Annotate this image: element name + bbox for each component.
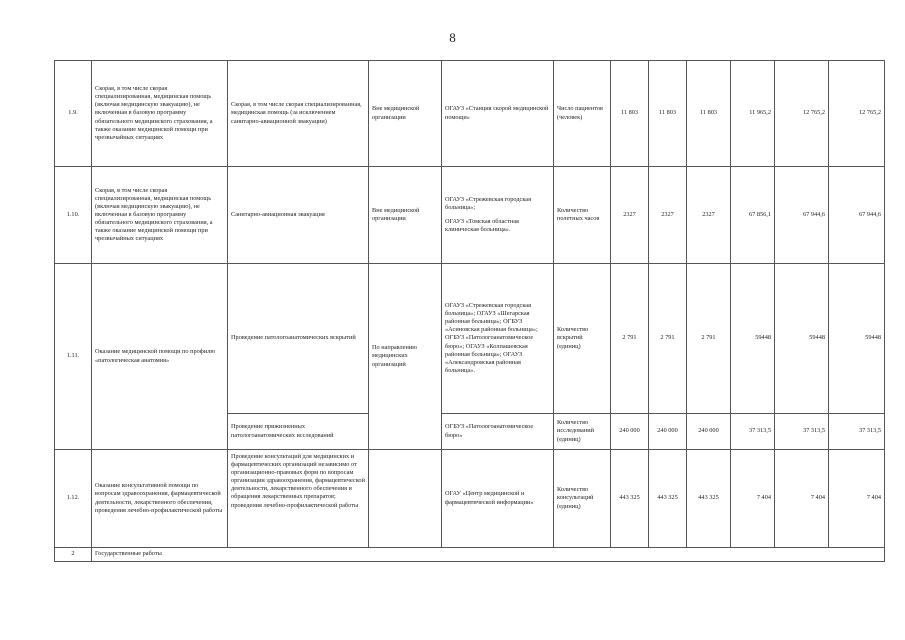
row-number: 1.10. [55,167,92,264]
volume-year-1: 2 791 [611,264,649,414]
row-number: 1.9. [55,61,92,167]
institution [442,167,554,264]
funding-year-2: 12 765,2 [775,61,829,167]
funding-year-3: 37 313,5 [829,414,885,450]
indicator: Количество полетных часов [554,167,611,264]
row-number: 1.12. [55,450,92,548]
funding-year-3: 59448 [829,264,885,414]
funding-year-2: 67 944,6 [775,167,829,264]
indicator: Количество исследований (единиц) [554,414,611,450]
volume-year-1: 443 325 [611,450,649,548]
funding-year-1: 59448 [731,264,775,414]
funding-year-1: 67 856,1 [731,167,775,264]
service-content: Санитарно-авиационная эвакуация [228,167,369,264]
funding-year-3: 67 944,6 [829,167,885,264]
service-content: Проведение консультаций для медицинских и фармацевтических организаций независимо от организационно-правовых форм по вопросам организации здравоохранения, фармацевтической деятельности, лекарственного обеспечения и обращения лекарственных препаратов; проведения лечебно-профилактической работы [228,450,369,548]
service-conditions [369,450,442,548]
funding-year-2: 7 404 [775,450,829,548]
service-conditions: По направлению медицинских организаций [369,264,442,450]
volume-year-1: 240 000 [611,414,649,450]
indicator: Число пациентов (человек) [554,61,611,167]
funding-year-2: 59448 [775,264,829,414]
volume-year-1: 11 803 [611,61,649,167]
institution: ОГАУЗ «Станция скорой медицинской помощи» [442,61,554,167]
service-content: Скорая, в том числе скорая специализированная, медицинская помощь (за исключением санитарно-авиационной эвакуации) [228,61,369,167]
service-name: Оказание медицинской помощи по профилю «патологическая анатомия» [92,264,228,450]
service-name: Скорая, в том числе скорая специализированная, медицинская помощь (включая медицинскую эвакуацию), не включенная в базовую программу обязательного медицинского страхования, а также оказание медицинской помощи при чрезвычайных ситуациях [92,61,228,167]
table-row [55,167,885,264]
volume-year-2: 443 325 [649,450,687,548]
row-number: 1.11. [55,264,92,450]
volume-year-2: 2 791 [649,264,687,414]
funding-year-1: 37 313,5 [731,414,775,450]
funding-year-3: 7 404 [829,450,885,548]
volume-year-3: 2327 [687,167,731,264]
indicator: Количество консультаций (единиц) [554,450,611,548]
institution: ОГБУЗ «Патологоанатомическое бюро» [442,414,554,450]
institution: ОГАУ «Центр медицинской и фармацевтической информации» [442,450,554,548]
page-number: 8 [449,30,456,45]
funding-year-1: 7 404 [731,450,775,548]
services-table [54,60,885,562]
section-number: 2 [55,548,92,562]
volume-year-2: 2327 [649,167,687,264]
service-content: Проведение патологоанатомических вскрытий [228,264,369,414]
table-row [55,264,885,414]
funding-year-2: 37 313,5 [775,414,829,450]
volume-year-3: 11 803 [687,61,731,167]
institution: ОГАУЗ «Стрежевская городская больница»; ОГАУЗ «Шегарская районная больница»; ОГБУЗ «Асиновская районная больница»; ОГБУЗ «Патологоанатомическое бюро»; ОГАУЗ «Колпашевская районная больница»; ОГАУЗ «Александровская районная больница». [442,264,554,414]
volume-year-3: 443 325 [687,450,731,548]
funding-year-3: 12 765,2 [829,61,885,167]
table-row [55,61,885,167]
institution-line: ОГАУЗ «Томская областная клиническая больница». [445,218,519,234]
service-conditions: Вне медицинской организации [369,61,442,167]
volume-year-2: 11 803 [649,61,687,167]
table-row [55,450,885,548]
volume-year-3: 2 791 [687,264,731,414]
service-name: Оказание консультативной помощи по вопросам здравоохранения, фармацевтической деятельности, лекарственного обеспечения, проведения лечебно-профилактической работы [92,450,228,548]
section-title: Государственные работы [92,548,885,562]
service-name: Скорая, в том числе скорая специализированная, медицинская помощь (включая медицинскую эвакуацию), не включенная в базовую программу обязательного медицинского страхования, а также оказание медицинской помощи при чрезвычайных ситуациях [92,167,228,264]
section-row [55,548,885,562]
volume-year-3: 240 000 [687,414,731,450]
service-conditions: Вне медицинской организации [369,167,442,264]
volume-year-2: 240 000 [649,414,687,450]
volume-year-1: 2327 [611,167,649,264]
indicator: Количество вскрытий (единиц) [554,264,611,414]
service-content: Проведение прижизненных патологоанатомических исследований [228,414,369,450]
funding-year-1: 11 965,2 [731,61,775,167]
institution-line: ОГАУЗ «Стрежевская городская больница»; [445,195,532,211]
